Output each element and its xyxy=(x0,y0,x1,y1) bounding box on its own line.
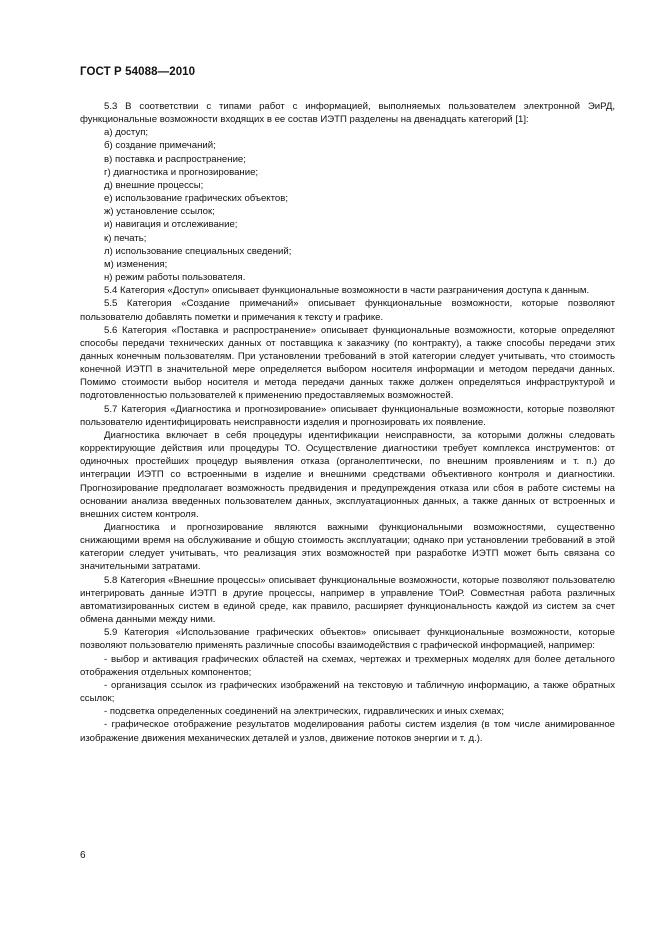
document-header: ГОСТ Р 54088—2010 xyxy=(80,66,196,78)
list-item: - графическое отображение результатов моделирования работы систем изделия (в том числе анимированное изображение движения механических деталей и узлов, движение потоков энергии и т. д.). xyxy=(80,719,615,744)
list-item: - подсветка определенных соединений на электрических, гидравлических и иных схемах; xyxy=(104,706,505,718)
page-body xyxy=(80,100,615,745)
section-5-6: 5.6 Категория «Поставка и распространение» описывает функциональные возможности, которые определяют способы передачи технических данных от поставщика к заказчику (по контракту), а также способы передачи этих данных конечным пользователям. При установлении требований в этой категории следует учитывать, что стоимость конечной ИЭТП в значительной мере определяется выбором носителя информации и методом передачи данных. Помимо стоимости выбор носителя и метода передачи данных также должен определяться инфраструктурой и подготовленностью пользователей к применению предоставляемых возможностей. xyxy=(80,324,615,402)
list-item: в) поставка и распространение; xyxy=(104,153,246,165)
list-item: а) доступ; xyxy=(104,127,149,139)
list-item: б) создание примечаний; xyxy=(104,140,216,152)
list-item: м) изменения; xyxy=(104,258,168,270)
list-item: н) режим работы пользователя. xyxy=(104,272,246,284)
list-item: е) использование графических объектов; xyxy=(104,193,288,205)
list-item: д) внешние процессы; xyxy=(104,179,204,191)
category-list xyxy=(80,126,615,284)
list-item: - выбор и активация графических областей на схемах, чертежах и трехмерных моделях для более детального отображения отдельных компонентов; xyxy=(80,653,615,678)
list-item: г) диагностика и прогнозирование; xyxy=(104,166,259,178)
list-item: ж) установление ссылок; xyxy=(104,206,215,218)
list-item: - организация ссылок из графических изображений на текстовую и табличную информацию, а также обратных ссылок; xyxy=(80,679,615,705)
section-5-5: 5.5 Категория «Создание примечаний» описывает функциональные возможности, которые позволяют пользователю добавлять пометки и примечания к тексту и графике. xyxy=(80,298,615,323)
diagnostics-prognosis-paragraph: Диагностика и прогнозирование являются важными функциональными возможностями, существенно снижающими время на обслуживание и общую стоимость эксплуатации; однако при установлении требований в этой категории следует учитывать, что реализация этих возможностей при разработке ИЭТП может быть связана со значительными затратами. xyxy=(80,522,615,573)
diagnostics-paragraph: Диагностика включает в себя процедуры идентификации неисправности, за которыми должны следовать корректирующие действия или процедуры ТО. Осуществление диагностики требует комплекса инструментов: от одиночных простейших процедур выявления отказа (органолептически, по внешним проявлениям и т. п.) до интеграции ИЭТП со встроенными в изделие и внешними средствами объективного контроля и диагностики. Прогнозирование предполагает возможность предвидения и предупреждения отказа или сбоя в работе системы на основании анализа введенных пользователем данных, эксплуатационных данных, а также данных от встроенных и внешних систем контроля. xyxy=(80,429,615,520)
list-item: и) навигация и отслеживание; xyxy=(104,219,238,231)
graphics-list xyxy=(80,653,615,745)
section-5-7: 5.7 Категория «Диагностика и прогнозирование» описывает функциональные возможности, которые позволяют пользователю идентифицировать неисправности изделия и прогнозировать их появление. xyxy=(80,403,615,428)
section-5-4: 5.4 Категория «Доступ» описывает функциональные возможности в части разграничения доступа к данным. xyxy=(104,285,590,297)
page-number: 6 xyxy=(80,850,86,861)
section-5-9: 5.9 Категория «Использование графических объектов» описывает функциональные возможности, которые позволяют пользователю применять различные способы взаимодействия с графической информацией, например: xyxy=(80,627,615,652)
section-5-3-intro: 5.3 В соответствии с типами работ с информацией, выполняемых пользователем электронной ЭиРД, функциональные возможности входящих в ее состав ИЭТП разделены на двенадцать категорий [1]: xyxy=(80,101,615,126)
list-item: л) использование специальных сведений; xyxy=(104,245,292,257)
list-item: к) печать; xyxy=(104,232,147,244)
section-5-8: 5.8 Категория «Внешние процессы» описывает функциональные возможности, которые позволяют пользователю интегрировать данные ИЭТП в другие процессы, например в управление ТОиР. Совместная работа различных автоматизированных систем в единой среде, как правило, расширяет функциональность каждой из систем за счет обмена данными между ними. xyxy=(80,574,615,626)
